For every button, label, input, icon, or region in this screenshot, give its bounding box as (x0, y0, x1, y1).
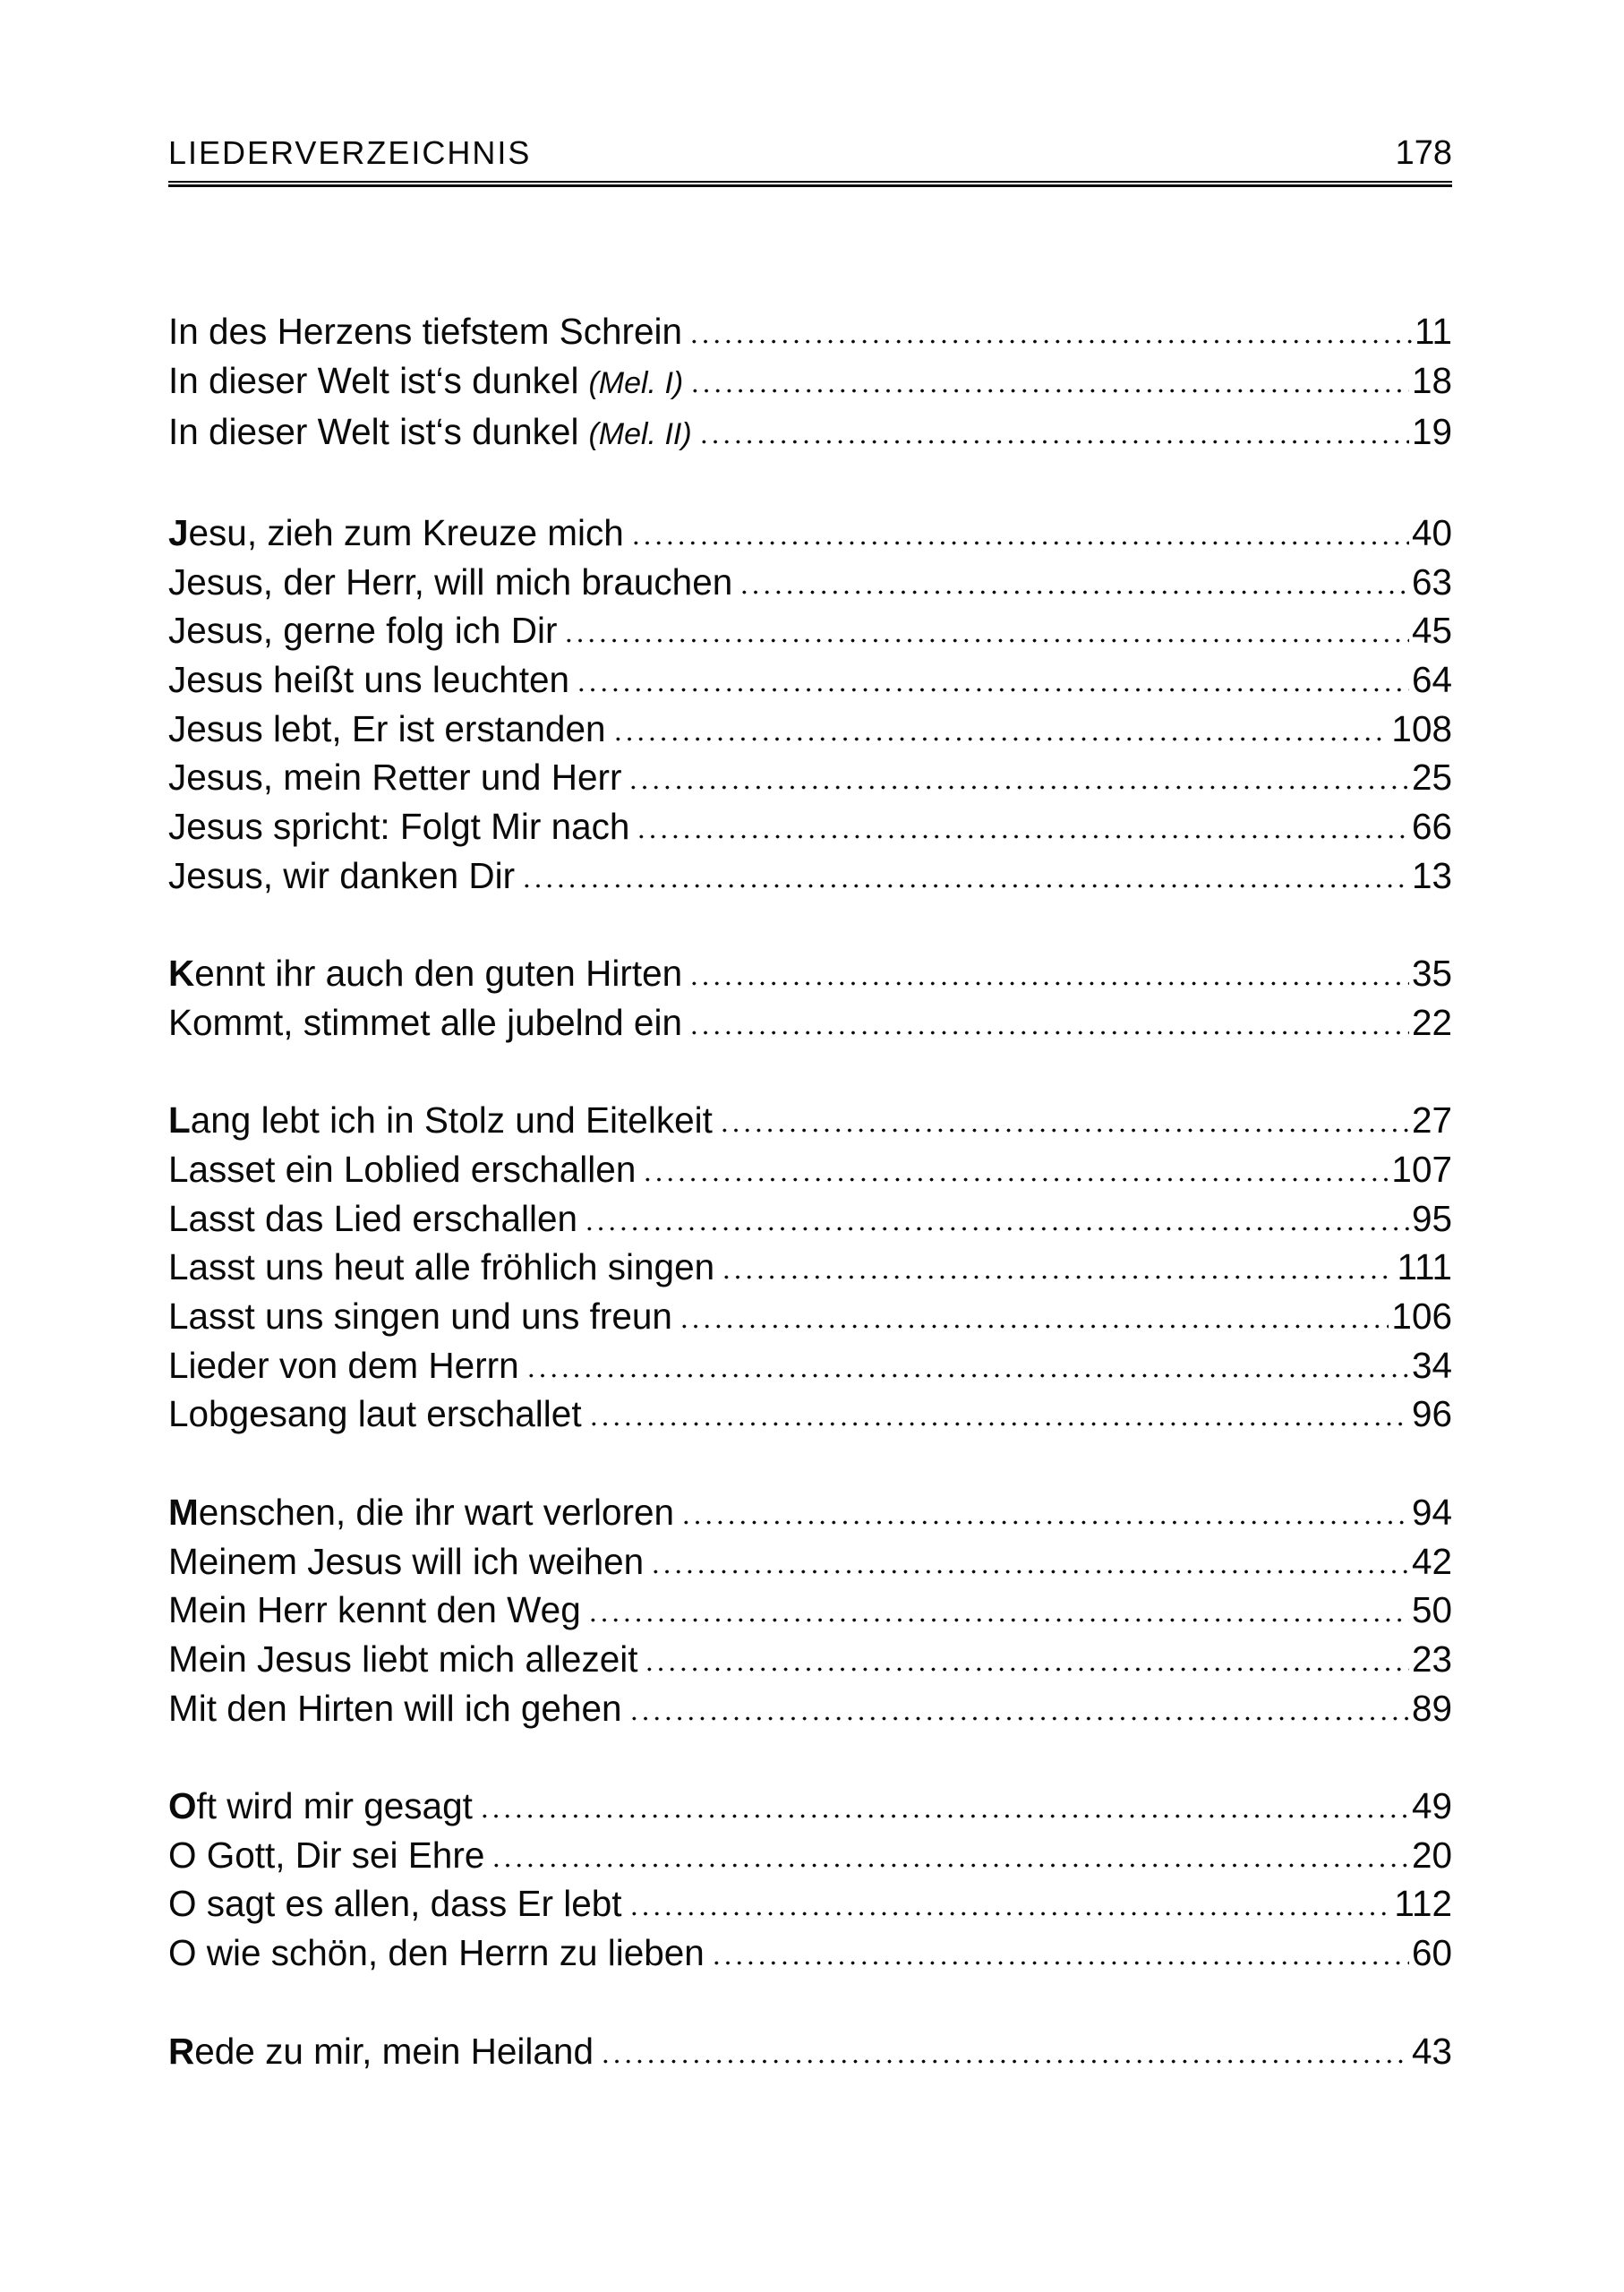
song-title: In des Herzens tiefstem Schrein (168, 311, 683, 352)
dot-leader (588, 1422, 1409, 1426)
song-title: Lasst uns heut alle fröhlich singen (168, 1246, 715, 1288)
dot-leader (688, 1031, 1409, 1035)
index-entry (168, 356, 1452, 408)
page-ref: 96 (1411, 1393, 1452, 1435)
page-ref: 60 (1411, 1932, 1452, 1974)
dot-leader (584, 1227, 1409, 1231)
song-title: Mein Herr kennt den Weg (168, 1589, 581, 1631)
index-entry (168, 1635, 1452, 1684)
song-title: O wie schön, den Herrn zu lieben (168, 1932, 705, 1974)
page-ref: 49 (1411, 1785, 1452, 1827)
page-ref: 89 (1411, 1687, 1452, 1729)
page-ref: 23 (1411, 1638, 1452, 1680)
song-title: Lasst uns singen und uns freun (168, 1296, 672, 1338)
dot-leader (680, 1520, 1409, 1525)
song-title: Jesus, gerne folg ich Dir (168, 610, 558, 652)
index-group (168, 307, 1452, 459)
page-ref: 64 (1411, 658, 1452, 700)
index-entry (168, 1390, 1452, 1439)
dot-leader (612, 737, 1389, 741)
index-group (168, 949, 1452, 1047)
dot-leader (628, 1911, 1392, 1916)
page-ref: 112 (1394, 1883, 1452, 1925)
index-entry (168, 1145, 1452, 1194)
index-entry (168, 1586, 1452, 1635)
dot-leader (630, 541, 1409, 545)
page-ref: 20 (1411, 1834, 1452, 1876)
dot-leader (698, 440, 1409, 444)
header-rule (168, 181, 1452, 187)
melody-note: (Mel. II) (588, 417, 692, 452)
header-page-number: 178 (1395, 134, 1452, 172)
dot-leader (679, 1324, 1389, 1329)
song-title: Jesus, mein Retter und Herr (168, 757, 622, 799)
song-title: Jesus, der Herr, will mich brauchen (168, 560, 733, 603)
dot-leader (721, 1275, 1394, 1279)
dot-leader (587, 1618, 1409, 1622)
index-entry (168, 1194, 1452, 1244)
index-entry (168, 509, 1452, 558)
dot-leader (526, 1373, 1409, 1378)
dot-leader (688, 339, 1412, 344)
page-ref: 13 (1411, 854, 1452, 896)
song-title: Oft wird mir gesagt (168, 1785, 473, 1827)
song-title: In dieser Welt ist‘s dunkel (168, 411, 579, 453)
index-group (168, 509, 1452, 901)
song-title: Mein Jesus liebt mich allezeit (168, 1638, 638, 1680)
song-title: Lasset ein Loblied erschallen (168, 1148, 637, 1190)
melody-note: (Mel. I) (588, 365, 684, 400)
dot-leader (711, 1961, 1409, 1965)
index-group (168, 2027, 1452, 2076)
page-ref: 19 (1411, 411, 1452, 453)
song-index (168, 307, 1452, 2075)
page-ref: 50 (1411, 1589, 1452, 1631)
dot-leader (576, 688, 1409, 692)
dot-leader (628, 785, 1408, 790)
page-ref: 45 (1411, 610, 1452, 652)
page-ref: 34 (1411, 1344, 1452, 1386)
page-ref: 25 (1411, 757, 1452, 799)
index-group (168, 1782, 1452, 1978)
index-entry (168, 998, 1452, 1048)
page-ref: 42 (1411, 1540, 1452, 1582)
index-group (168, 1488, 1452, 1733)
index-entry (168, 753, 1452, 802)
index-entry (168, 802, 1452, 851)
song-title: Lieder von dem Herrn (168, 1344, 519, 1386)
page-ref: 11 (1414, 311, 1452, 352)
index-entry (168, 1929, 1452, 1978)
page-ref: 27 (1411, 1099, 1452, 1142)
index-group (168, 1096, 1452, 1439)
page-ref: 107 (1391, 1148, 1452, 1190)
index-entry (168, 2027, 1452, 2076)
dot-leader (600, 2059, 1409, 2064)
song-title: O Gott, Dir sei Ehre (168, 1834, 485, 1876)
index-entry (168, 851, 1452, 901)
song-title: Menschen, die ihr wart verloren (168, 1491, 675, 1533)
song-title: O sagt es allen, dass Er lebt (168, 1883, 622, 1925)
page-ref: 111 (1397, 1246, 1452, 1288)
index-entry (168, 1488, 1452, 1537)
index-entry (168, 1096, 1452, 1145)
page-ref: 95 (1411, 1197, 1452, 1239)
index-entry (168, 1831, 1452, 1880)
page-ref: 40 (1411, 511, 1452, 553)
song-title: Lang lebt ich in Stolz und Eitelkeit (168, 1099, 713, 1142)
page-ref: 18 (1411, 359, 1452, 401)
song-title: Kommt, stimmet alle jubelnd ein (168, 1001, 682, 1043)
song-title: Jesus heißt uns leuchten (168, 658, 570, 700)
dot-leader (521, 884, 1409, 888)
dot-leader (491, 1863, 1409, 1868)
dot-leader (719, 1128, 1409, 1133)
index-entry (168, 606, 1452, 655)
song-title: Jesu, zieh zum Kreuze mich (168, 511, 624, 553)
song-title: Jesus lebt, Er ist erstanden (168, 707, 606, 749)
dot-leader (688, 981, 1409, 986)
index-entry (168, 949, 1452, 998)
page-content (168, 134, 1452, 2075)
dot-leader (479, 1814, 1409, 1818)
index-entry (168, 1684, 1452, 1733)
header-title: LIEDERVERZEICHNIS (168, 134, 532, 171)
page-ref: 106 (1391, 1296, 1452, 1338)
song-title: Rede zu mir, mein Heiland (168, 2030, 594, 2072)
dot-leader (636, 834, 1409, 839)
page-ref: 108 (1391, 707, 1452, 749)
index-entry (168, 307, 1452, 356)
index-entry (168, 1782, 1452, 1831)
dot-leader (642, 1177, 1389, 1182)
page-ref: 94 (1411, 1491, 1452, 1533)
song-title: Mit den Hirten will ich gehen (168, 1687, 622, 1729)
song-title: Meinem Jesus will ich weihen (168, 1540, 645, 1582)
index-entry (168, 1879, 1452, 1929)
page-header (168, 134, 1452, 173)
song-title: Lobgesang laut erschallet (168, 1393, 582, 1435)
song-title: Lasst das Lied erschallen (168, 1197, 578, 1239)
index-entry (168, 1243, 1452, 1292)
dot-leader (563, 638, 1408, 643)
index-entry (168, 1341, 1452, 1390)
page-ref: 22 (1411, 1001, 1452, 1043)
page-ref: 43 (1411, 2030, 1452, 2072)
page-ref: 35 (1411, 953, 1452, 995)
index-entry (168, 655, 1452, 705)
dot-leader (689, 389, 1409, 393)
index-entry (168, 1292, 1452, 1341)
page-ref: 63 (1411, 560, 1452, 603)
index-entry (168, 1537, 1452, 1586)
index-entry (168, 407, 1452, 459)
index-entry (168, 705, 1452, 754)
dot-leader (644, 1667, 1408, 1672)
song-title: Jesus spricht: Folgt Mir nach (168, 806, 630, 848)
dot-leader (628, 1716, 1409, 1721)
dot-leader (739, 590, 1409, 594)
index-entry (168, 558, 1452, 607)
song-title: Jesus, wir danken Dir (168, 854, 516, 896)
dot-leader (650, 1569, 1409, 1574)
song-title: In dieser Welt ist‘s dunkel (168, 359, 579, 401)
song-title: Kennt ihr auch den guten Hirten (168, 953, 683, 995)
page-ref: 66 (1411, 806, 1452, 848)
